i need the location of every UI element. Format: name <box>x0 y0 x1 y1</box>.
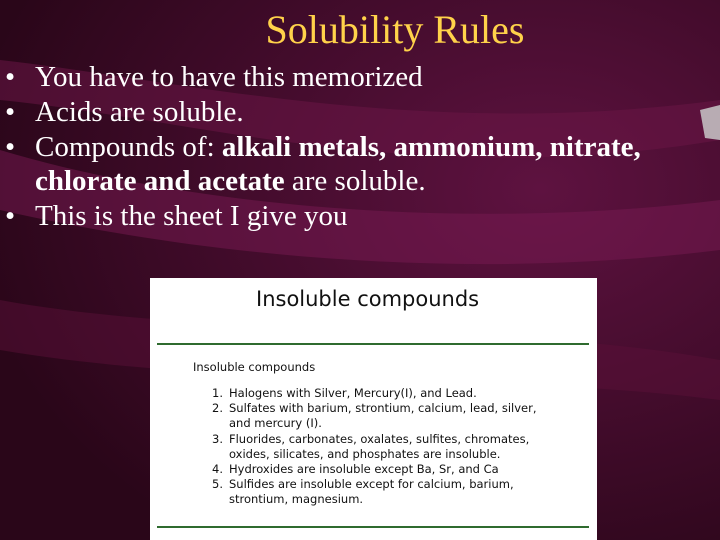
insoluble-rules-list <box>212 386 537 508</box>
rule-item <box>212 477 537 507</box>
bullet-bold-text: chlorate and acetate <box>35 165 285 197</box>
rule-text: Halogens with Silver, Mercury(I), and Lead. <box>229 386 477 400</box>
rule-item <box>212 462 537 477</box>
rule-number: 4. <box>212 462 223 477</box>
bullet-item <box>0 95 720 129</box>
rule-number: 2. <box>212 401 223 416</box>
bullet-text: You have to have this memorized <box>35 61 423 93</box>
rule-number: 5. <box>212 477 223 492</box>
rule-item <box>212 401 537 431</box>
bullet-item <box>0 199 720 233</box>
rule-text: Sulfides are insoluble except for calcium, barium, <box>229 477 514 492</box>
sheet-subtitle: Insoluble compounds <box>193 360 316 374</box>
rule-text: oxides, silicates, and phosphates are insoluble. <box>229 446 501 461</box>
bullet-bold-text: alkali metals, ammonium, nitrate, <box>221 131 641 163</box>
bullet-dot: • <box>5 61 16 93</box>
bullet-item <box>0 60 720 94</box>
bullet-text: This is the sheet I give you <box>35 200 348 232</box>
rule-number: 1. <box>212 386 223 400</box>
bullet-text-suffix: are soluble. <box>284 165 426 197</box>
sheet-divider-bottom <box>157 526 589 528</box>
rule-text: Sulfates with barium, strontium, calcium, lead, silver, <box>229 401 537 416</box>
bullet-text-prefix: Compounds of: <box>35 131 222 163</box>
sheet-divider-top <box>157 343 589 345</box>
bullet-dot: • <box>5 200 16 232</box>
rule-item <box>212 386 537 401</box>
rule-text: and mercury (I). <box>229 416 322 431</box>
bullet-text: Acids are soluble. <box>35 96 244 128</box>
sheet-title: Insoluble compounds <box>256 287 480 311</box>
slide-title: Solubility Rules <box>265 7 525 52</box>
rule-text: strontium, magnesium. <box>229 492 364 507</box>
rule-number: 3. <box>212 431 223 446</box>
rule-item <box>212 432 537 462</box>
bullet-item <box>0 130 720 198</box>
rule-text: Hydroxides are insoluble except Ba, Sr, and Ca <box>229 462 499 477</box>
bullet-dot: • <box>5 131 16 163</box>
bullet-list <box>0 60 720 234</box>
rule-text: Fluorides, carbonates, oxalates, sulfites, chromates, <box>229 431 530 446</box>
bullet-dot: • <box>5 96 16 128</box>
insoluble-compounds-sheet <box>150 278 597 540</box>
